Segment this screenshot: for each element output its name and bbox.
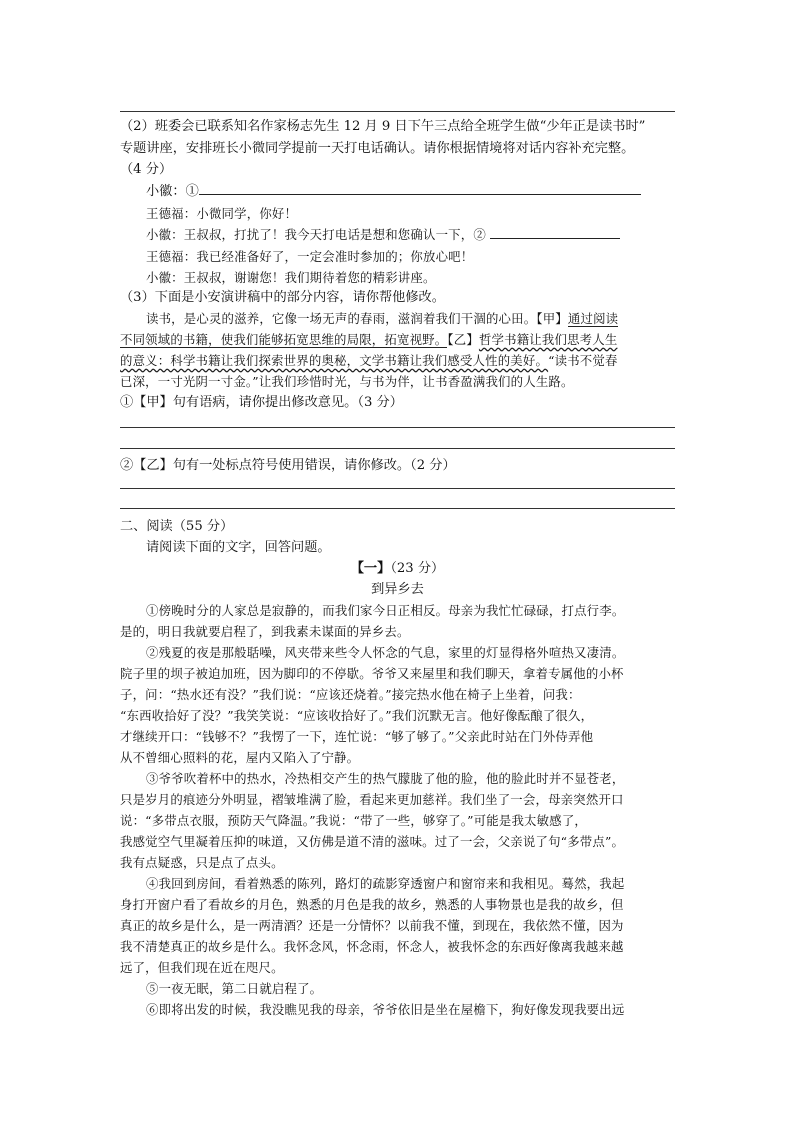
story-line: 真正的故乡是什么，是一两清酒？还是一分情怀？以前我不懂，到现在，我依然不懂，因为 — [120, 918, 624, 933]
passage-text: “读书不觉春 — [548, 353, 618, 368]
dialogue-line-2: 王德福：小微同学，你好！ — [146, 206, 298, 221]
q3-title: （3）下面是小安演讲稿中的部分内容，请你帮他修改。 — [120, 290, 445, 305]
story-line: 我有点疑惑，只是点了点头。 — [120, 855, 284, 870]
sub-question-1: ①【甲】句有语病，请你提出修改意见。（3 分） — [120, 395, 403, 410]
blank-marker: ① — [185, 184, 199, 199]
passage-line-1 — [146, 309, 618, 329]
instruction: 请阅读下面的文字，回答问题。 — [146, 540, 331, 555]
jia-marker: 【甲】 — [536, 311, 568, 326]
story-line: 才继续开口：“钱够不？”我愣了一下，连忙说：“够了够了。”父亲此时站在门外侍弄他 — [120, 729, 594, 744]
answer-blank-2[interactable] — [490, 226, 620, 239]
story-line: 远了，但我们现在近在咫尺。 — [120, 960, 284, 975]
story-line: 说：“多带点衣服，预防天气降温。”我说：“带了一些，够穿了。”可能是我太敏感了， — [120, 813, 587, 828]
passage-line-2 — [120, 330, 617, 350]
jia-sentence-cont: 不同领域的书籍，使我们能够拓宽思维的局限，拓宽视野。 — [120, 332, 448, 347]
story-line: 我不清楚真正的故乡是什么。我怀念风，怀念雨，怀念人，被我怀念的东西好像离我越来越 — [120, 939, 624, 954]
story-line: ①傍晚时分的人家总是寂静的，而我们家今日正相反。母亲为我忙忙碌碌，打点行李。 — [146, 603, 625, 618]
answer-blank-1[interactable] — [199, 182, 641, 195]
passage-text: 读书，是心灵的滋养，它像一场无声的春雨，滋润着我们干涸的心田。 — [146, 311, 537, 326]
part-score: （23 分） — [390, 561, 445, 576]
story-title: 到异乡去 — [371, 582, 424, 597]
part-label: 【一】 — [350, 561, 391, 576]
story-line: 我感觉空气里凝着压抑的味道，又仿佛是道不清的滋味。过了一会，父亲说了句“多带点”。 — [120, 834, 625, 849]
story-line: ④我回到房间，看着熟悉的陈列，路灯的疏影穿透窗户和窗帘来和我相见。蓦然，我起 — [146, 876, 625, 891]
answer-line[interactable] — [120, 427, 675, 428]
story-line: 是的，明日我就要启程了，到我素未谋面的异乡去。 — [120, 624, 410, 639]
story-line: 院子里的坝子被迫加班，因为脚印的不停歇。爷爷又来屋里和我们聊天，拿着专属他的小杯 — [120, 666, 624, 681]
answer-line[interactable] — [120, 448, 675, 449]
q2-line-2: 专题讲座，安排班长小微同学提前一天打电话确认。请你根据情境将对话内容补充完整。 — [120, 141, 635, 156]
sub-question-2: ②【乙】句有一处标点符号使用错误，请你修改。（2 分） — [120, 458, 456, 473]
story-line: ⑥即将出发的时候，我没瞧见我的母亲，爷爷依旧是坐在屋檐下，狗好像发现我要出远 — [146, 1002, 625, 1017]
story-line: 从不曾细心照料的花，屋内又陷入了宁静。 — [120, 750, 360, 765]
story-line: ⑤一夜无眠，第二日就启程了。 — [146, 981, 323, 996]
answer-line[interactable] — [120, 488, 675, 489]
section-heading: 二、阅读（55 分） — [120, 519, 234, 534]
top-divider — [120, 111, 675, 112]
story-line: ②残夏的夜是那般聒噪，风夹带来些令人怀念的气息，家里的灯显得格外喧热又凄清。 — [146, 645, 625, 660]
story-line: 只是岁月的痕迹分外明显，褶皱堆满了脸，看起来更加慈祥。我们坐了一会，母亲突然开口 — [120, 792, 624, 807]
dialogue-line-3 — [146, 225, 620, 245]
yi-sentence-cont: 的意义：科学书籍让我们探索世界的奥秘，文学书籍让我们感受人性的美好。 — [120, 353, 549, 368]
jia-sentence: 通过阅读 — [567, 311, 619, 326]
q2-line-1: （2）班委会已联系知名作家杨志先生 12 月 9 日下午三点给全班学生做“少年正是读书时” — [120, 119, 646, 134]
part-heading — [120, 559, 675, 579]
story-line: “东西收拾好了没？”我笑笑说：“应该收拾好了。”我们沉默无言。他好像酝酿了很久， — [120, 708, 594, 723]
story-line: ③爷爷吹着杯中的热水，冷热相交产生的热气朦胧了他的脸，他的脸此时并不显苍老， — [146, 771, 625, 786]
yi-marker: 【乙】 — [447, 332, 479, 347]
speaker-label: 小徽： — [146, 184, 186, 199]
passage-line-3 — [120, 351, 618, 371]
passage-line-4: 已深，一寸光阴一寸金。”让我们珍惜时光，与书为伴，让书香盈满我们的人生路。 — [120, 374, 574, 389]
story-line: 子，问：“热水还有没？”我们说：“应该还烧着。”接完热水他在椅子上坐着，问我： — [120, 687, 581, 702]
dialogue-line-1 — [146, 182, 641, 202]
answer-line[interactable] — [120, 508, 675, 509]
blank-marker: ② — [473, 227, 486, 242]
dialogue-line-5: 小徽：王叔叔，谢谢您！我们期待着您的精彩讲座。 — [146, 270, 436, 285]
q2-score: （4 分） — [120, 162, 173, 177]
dialogue-text: 小徽：王叔叔，打扰了！我今天打电话是想和您确认一下， — [146, 227, 474, 242]
dialogue-line-4: 王德福：我已经准备好了，一定会准时参加的；你放心吧！ — [146, 249, 474, 264]
story-line: 身打开窗户看了看故乡的月色，熟悉的月色是我的故乡，熟悉的人事物景也是我的故乡，但 — [120, 897, 624, 912]
yi-sentence: 哲学书籍让我们思考人生 — [478, 332, 618, 347]
